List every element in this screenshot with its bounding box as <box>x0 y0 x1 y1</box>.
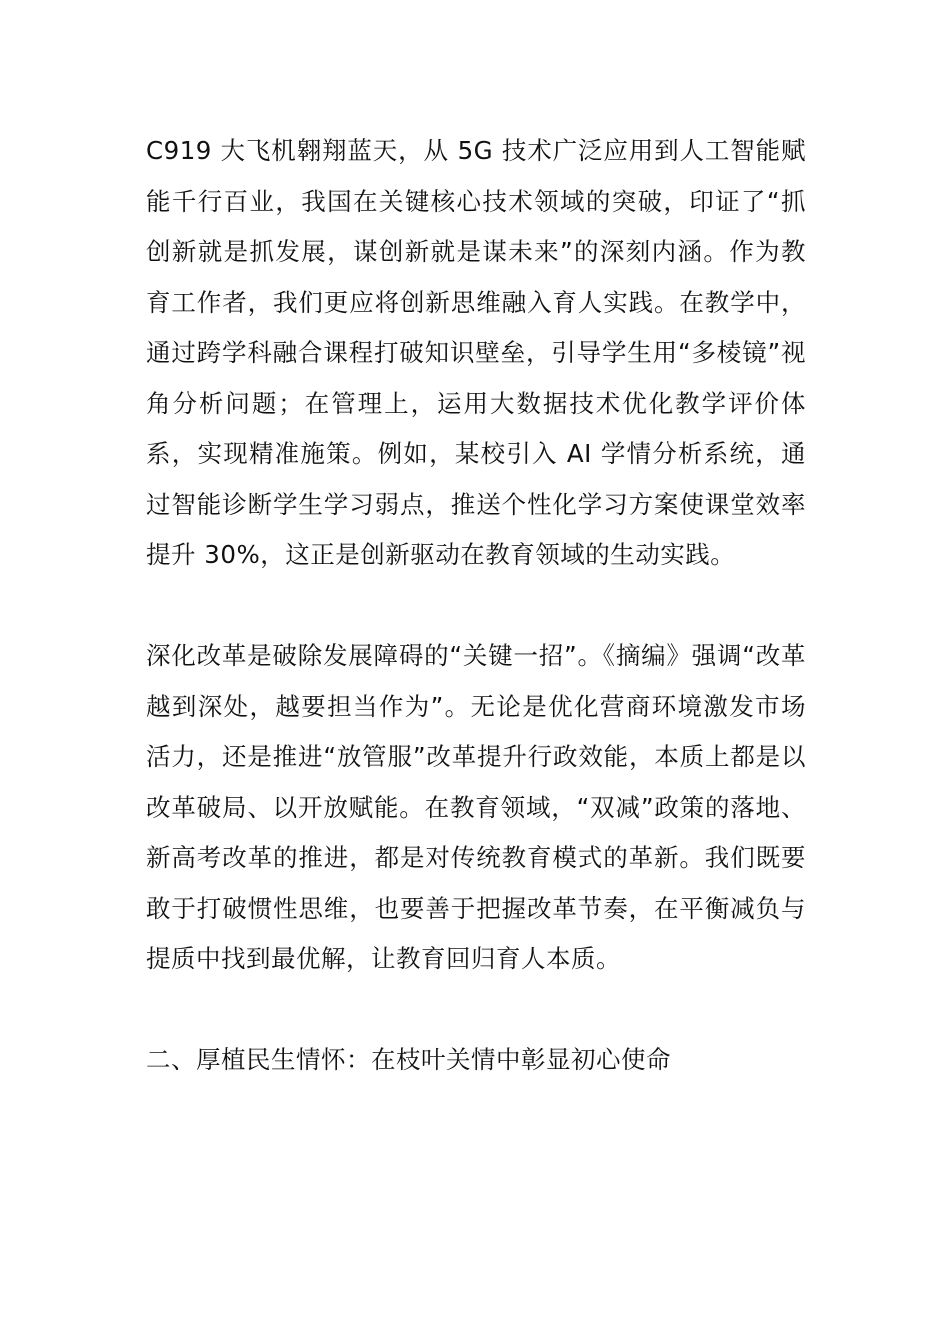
paragraph-spacer <box>146 581 806 632</box>
section-heading: 二、厚植民生情怀：在枝叶关情中彰显初心使命 <box>146 1045 671 1074</box>
paragraph-spacer <box>146 985 806 1036</box>
paragraph-innovation: C919 大飞机翱翔蓝天，从 5G 技术广泛应用到人工智能赋能千行百业，我国在关键核心技术领域的突破，印证了“抓创新就是抓发展，谋创新就是谋未来”的深刻内涵。作为教育工作者，我们更应将创新思维融入育人实践。在教学中，通过跨学科融合课程打破知识壁垒，引导学生用“多棱镜”视角分析问题；在管理上，运用大数据技术优化教学评价体系，实现精准施策。例如，某校引入 AI 学情分析系统，通过智能诊断学生学习弱点，推送个性化学习方案使课堂效率提升 30%，这正是创新驱动在教育领域的生动实践。 <box>146 136 806 569</box>
document-body <box>146 126 806 1086</box>
paragraph-reform: 深化改革是破除发展障碍的“关键一招”。《摘编》强调“改革越到深处，越要担当作为”。无论是优化营商环境激发市场活力，还是推进“放管服”改革提升行政效能，本质上都是以改革破局、以开放赋能。在教育领域，“双减”政策的落地、新高考改革的推进，都是对传统教育模式的革新。我们既要敢于打破惯性思维，也要善于把握改革节奏，在平衡减负与提质中找到最优解，让教育回归育人本质。 <box>146 641 806 973</box>
